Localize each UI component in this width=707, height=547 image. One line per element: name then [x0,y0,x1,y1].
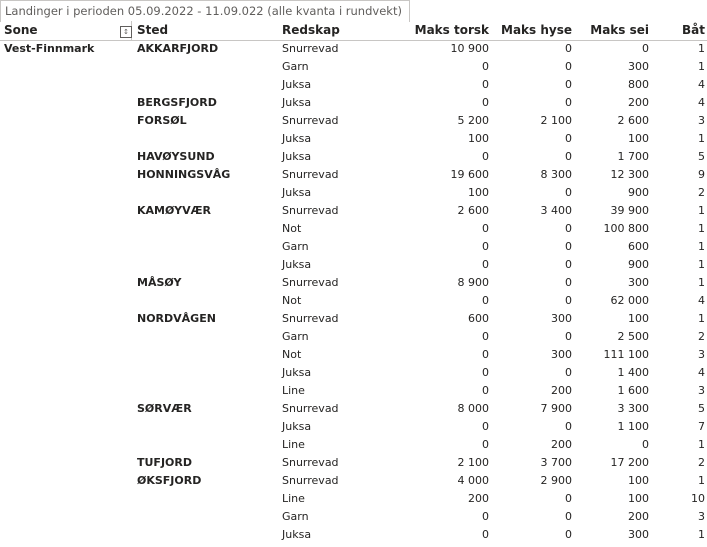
cell-bat: 1 [698,60,705,73]
cell-maks-hyse: 2 100 [540,114,572,127]
cell-maks-hyse: 0 [565,240,572,253]
cell-maks-sei: 0 [642,42,649,55]
table-row[interactable] [0,310,707,328]
table-title: Landinger i perioden 05.09.2022 - 11.09.022 (alle kvanta i rundvekt) [5,4,402,18]
cell-maks-hyse: 3 700 [540,456,572,469]
cell-bat: 1 [698,276,705,289]
cell-bat: 1 [698,240,705,253]
cell-maks-torsk: 0 [482,510,489,523]
column-header-maks-torsk[interactable]: Maks torsk [414,23,489,37]
cell-bat: 1 [698,42,705,55]
cell-maks-sei: 12 300 [610,168,649,181]
table-row[interactable] [0,472,707,490]
cell-maks-torsk: 0 [482,294,489,307]
cell-maks-sei: 0 [642,438,649,451]
cell-maks-hyse: 200 [551,384,572,397]
cell-redskap: Juksa [282,96,312,109]
cell-maks-torsk: 600 [468,312,489,325]
cell-maks-sei: 300 [628,528,649,541]
cell-bat: 3 [698,348,705,361]
cell-maks-sei: 2 500 [617,330,649,343]
table-row[interactable] [0,274,707,292]
cell-maks-hyse: 0 [565,366,572,379]
cell-maks-sei: 100 [628,132,649,145]
cell-maks-sei: 39 900 [610,204,649,217]
cell-bat: 10 [691,492,705,505]
cell-maks-torsk: 0 [482,384,489,397]
table-row[interactable] [0,94,707,112]
cell-redskap: Snurrevad [282,168,339,181]
table-row[interactable] [0,58,707,76]
cell-maks-torsk: 4 000 [457,474,489,487]
cell-redskap: Not [282,294,302,307]
cell-maks-torsk: 0 [482,528,489,541]
cell-maks-sei: 300 [628,60,649,73]
cell-maks-torsk: 2 600 [457,204,489,217]
cell-sted: FORSØL [137,114,187,127]
cell-redskap: Juksa [282,528,312,541]
cell-bat: 1 [698,222,705,235]
cell-maks-hyse: 300 [551,312,572,325]
cell-maks-hyse: 0 [565,294,572,307]
cell-redskap: Line [282,438,305,451]
cell-bat: 1 [698,204,705,217]
cell-maks-sei: 17 200 [610,456,649,469]
cell-maks-torsk: 0 [482,240,489,253]
cell-redskap: Snurrevad [282,114,339,127]
table-row[interactable] [0,454,707,472]
cell-maks-hyse: 7 900 [540,402,572,415]
cell-maks-torsk: 0 [482,96,489,109]
cell-redskap: Juksa [282,258,312,271]
cell-bat: 3 [698,510,705,523]
table-row[interactable] [0,220,707,238]
cell-sted: HONNINGSVÅG [137,168,231,181]
table-row[interactable] [0,526,707,544]
cell-sone: Vest-Finnmark [4,42,95,55]
cell-maks-hyse: 0 [565,78,572,91]
cell-maks-hyse: 8 300 [540,168,572,181]
cell-redskap: Snurrevad [282,42,339,55]
cell-sted: BERGSFJORD [137,96,217,109]
cell-bat: 2 [698,456,705,469]
table-row[interactable] [0,166,707,184]
cell-maks-torsk: 5 200 [457,114,489,127]
cell-sted: HAVØYSUND [137,150,215,163]
cell-redskap: Line [282,384,305,397]
cell-maks-hyse: 300 [551,348,572,361]
cell-maks-sei: 100 [628,492,649,505]
cell-redskap: Not [282,348,302,361]
cell-maks-hyse: 0 [565,132,572,145]
cell-maks-torsk: 8 900 [457,276,489,289]
cell-bat: 1 [698,438,705,451]
table-row[interactable] [0,400,707,418]
cell-maks-sei: 200 [628,96,649,109]
cell-maks-torsk: 0 [482,60,489,73]
cell-maks-torsk: 0 [482,330,489,343]
cell-maks-hyse: 3 400 [540,204,572,217]
cell-redskap: Garn [282,240,309,253]
cell-bat: 9 [698,168,705,181]
cell-maks-torsk: 8 000 [457,402,489,415]
cell-maks-hyse: 0 [565,420,572,433]
cell-bat: 5 [698,150,705,163]
table-row[interactable] [0,76,707,94]
cell-bat: 4 [698,96,705,109]
cell-redskap: Juksa [282,150,312,163]
cell-maks-sei: 200 [628,510,649,523]
cell-maks-torsk: 100 [468,186,489,199]
cell-bat: 3 [698,114,705,127]
cell-maks-hyse: 0 [565,510,572,523]
cell-redskap: Snurrevad [282,456,339,469]
cell-redskap: Not [282,222,302,235]
table-title-box [0,0,410,22]
cell-maks-sei: 100 [628,474,649,487]
cell-maks-torsk: 0 [482,366,489,379]
cell-maks-hyse: 0 [565,222,572,235]
cell-maks-hyse: 0 [565,492,572,505]
cell-maks-torsk: 0 [482,78,489,91]
cell-redskap: Garn [282,330,309,343]
cell-maks-sei: 800 [628,78,649,91]
table-row[interactable] [0,148,707,166]
cell-maks-sei: 3 300 [617,402,649,415]
cell-maks-torsk: 0 [482,420,489,433]
cell-maks-sei: 900 [628,258,649,271]
column-header-maks-sei[interactable]: Maks sei [590,23,649,37]
cell-redskap: Juksa [282,132,312,145]
cell-maks-torsk: 2 100 [457,456,489,469]
column-header-sone[interactable]: Sone [4,23,38,37]
cell-maks-hyse: 2 900 [540,474,572,487]
cell-maks-torsk: 0 [482,258,489,271]
cell-maks-hyse: 0 [565,330,572,343]
cell-maks-torsk: 0 [482,348,489,361]
cell-maks-sei: 300 [628,276,649,289]
table-row[interactable] [0,112,707,130]
cell-bat: 1 [698,528,705,541]
cell-maks-hyse: 0 [565,186,572,199]
cell-redskap: Line [282,492,305,505]
cell-sted: TUFJORD [137,456,192,469]
cell-maks-torsk: 0 [482,222,489,235]
cell-maks-torsk: 0 [482,150,489,163]
cell-bat: 1 [698,312,705,325]
cell-bat: 4 [698,366,705,379]
table-row[interactable] [0,328,707,346]
cell-bat: 4 [698,78,705,91]
column-header-redskap[interactable]: Redskap [282,23,340,37]
cell-sted: KAMØYVÆR [137,204,212,217]
cell-bat: 4 [698,294,705,307]
cell-maks-sei: 62 000 [610,294,649,307]
cell-maks-torsk: 100 [468,132,489,145]
table-row[interactable] [0,490,707,508]
cell-maks-torsk: 200 [468,492,489,505]
cell-maks-sei: 100 [628,312,649,325]
cell-sted: AKKARFJORD [137,42,219,55]
cell-bat: 1 [698,474,705,487]
table-row[interactable] [0,346,707,364]
cell-maks-sei: 900 [628,186,649,199]
cell-bat: 1 [698,258,705,271]
cell-maks-sei: 1 400 [617,366,649,379]
cell-sted: MÅSØY [137,276,182,289]
cell-redskap: Snurrevad [282,276,339,289]
cell-redskap: Juksa [282,420,312,433]
cell-redskap: Garn [282,60,309,73]
cell-redskap: Snurrevad [282,312,339,325]
table-row[interactable] [0,184,707,202]
cell-maks-sei: 100 800 [603,222,649,235]
cell-redskap: Juksa [282,186,312,199]
cell-bat: 2 [698,186,705,199]
cell-maks-hyse: 0 [565,258,572,271]
cell-redskap: Snurrevad [282,402,339,415]
cell-bat: 3 [698,384,705,397]
cell-maks-sei: 1 100 [617,420,649,433]
table-row[interactable] [0,292,707,310]
cell-bat: 2 [698,330,705,343]
cell-maks-torsk: 19 600 [450,168,489,181]
cell-maks-hyse: 0 [565,42,572,55]
cell-sted: ØKSFJORD [137,474,202,487]
cell-maks-hyse: 0 [565,276,572,289]
cell-redskap: Garn [282,510,309,523]
cell-bat: 1 [698,132,705,145]
table-header [0,21,707,41]
table-row[interactable] [0,238,707,256]
cell-sted: SØRVÆR [137,402,192,415]
cell-redskap: Juksa [282,366,312,379]
cell-maks-sei: 1 600 [617,384,649,397]
table-row[interactable] [0,202,707,220]
cell-maks-torsk: 10 900 [450,42,489,55]
cell-redskap: Snurrevad [282,204,339,217]
cell-maks-hyse: 200 [551,438,572,451]
table-row[interactable] [0,130,707,148]
cell-maks-torsk: 0 [482,438,489,451]
column-header-sted[interactable]: Sted [137,23,169,37]
column-header-bat[interactable]: Båt [682,23,705,37]
column-header-maks-hyse[interactable]: Maks hyse [501,23,572,37]
cell-bat: 7 [698,420,705,433]
cell-maks-hyse: 0 [565,528,572,541]
cell-redskap: Snurrevad [282,474,339,487]
table-row[interactable] [0,508,707,526]
cell-maks-hyse: 0 [565,60,572,73]
table-row[interactable] [0,256,707,274]
cell-bat: 5 [698,402,705,415]
cell-maks-sei: 111 100 [603,348,649,361]
table-row[interactable] [0,418,707,436]
table-row[interactable] [0,436,707,454]
cell-sted: NORDVÅGEN [137,312,216,325]
cell-maks-sei: 600 [628,240,649,253]
sort-icon[interactable]: ↕ [120,26,132,38]
table-row[interactable] [0,364,707,382]
cell-maks-hyse: 0 [565,96,572,109]
cell-maks-sei: 1 700 [617,150,649,163]
cell-maks-sei: 2 600 [617,114,649,127]
table-row[interactable] [0,40,707,58]
cell-maks-hyse: 0 [565,150,572,163]
table-row[interactable] [0,382,707,400]
cell-redskap: Juksa [282,78,312,91]
